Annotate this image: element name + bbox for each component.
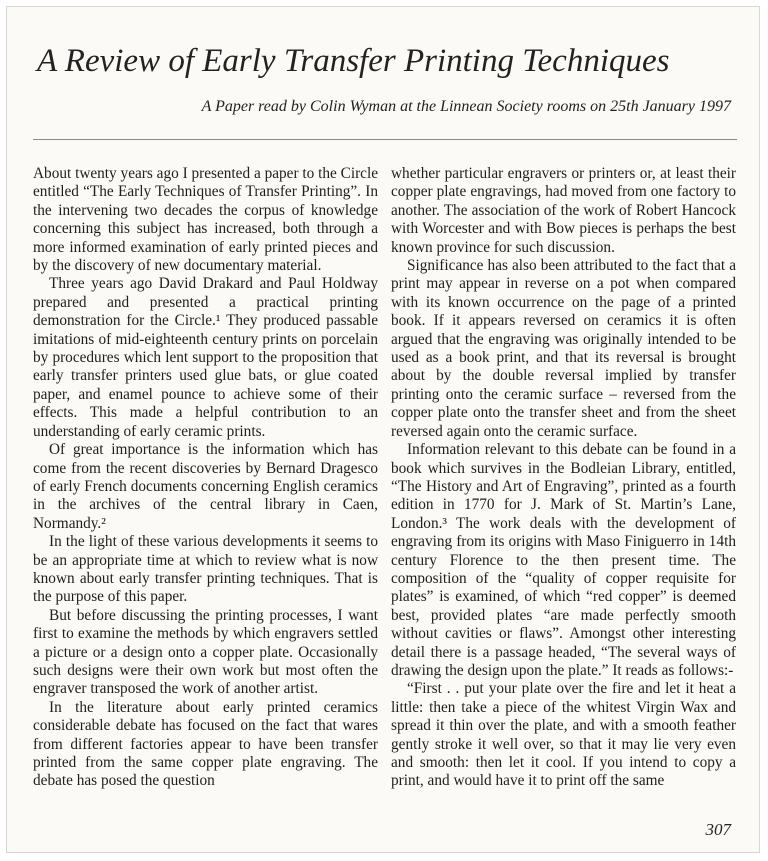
- title-divider: [33, 139, 737, 140]
- right-column: [391, 165, 736, 791]
- document-page: [6, 6, 760, 853]
- page-number: 307: [705, 820, 731, 839]
- paragraph: Three years ago David Drakard and Paul Holdway prepared and presented a practical printing demonstration for the Circle.¹ They produced passable imitations of mid-eighteenth century prints on porcelain by procedures which lent support to the proposition that early transfer printers used glue bats, or glue coated paper, and enamel pounce to achieve some of their effects. This made a helpful contribution to an understanding of early ceramic prints.: [33, 275, 378, 440]
- left-column: [33, 165, 378, 791]
- paragraph: Significance has also been attributed to the fact that a print may appear in reverse on a pot when compared with its known occurrence on the page of a printed book. If it appears reversed on ceramics it is often argued that the engraving was originally intended to be used as a book print, and that its reversal is brought about by the double reversal implied by transfer printing onto the ceramic surface – reversed from the copper plate onto the transfer sheet and from the sheet reversed again onto the ceramic surface.: [391, 257, 736, 440]
- paragraph: whether particular engravers or printers or, at least their copper plate engravings, had moved from one factory to another. The association of the work of Robert Hancock with Worcester and with Bow pieces is perhaps the best known province for such discussion.: [391, 165, 736, 256]
- paragraph: Information relevant to this debate can be found in a book which survives in the Bodleian Library, entitled, “The History and Art of Engraving”, printed as a fourth edition in 1770 for J. Mark of St. Martin’s Lane, London.³ The work deals with the development of engraving from its origins with Maso Finiguerro in 14th century Florence to the then present time. The composition of the “quality of copper requisite for plates” is examined, of which “red copper” is deemed best, provided plates “are made perfectly smooth without cavities or flaws”. Amongst other interesting detail there is a passage headed, “The several ways of drawing the design upon the plate.” It reads as follows:-: [391, 441, 736, 679]
- paragraph: But before discussing the printing processes, I want first to examine the methods by which engravers settled a picture or a design onto a copper plate. Occasionally such designs were their own work but most often the engraver transposed the work of another artist.: [33, 606, 378, 698]
- paragraph: In the light of these various developments it seems to be an appropriate time at which to review what is now known about early transfer printing techniques. That is the purpose of this paper.: [33, 533, 378, 606]
- paper-title: A Review of Early Transfer Printing Techniques: [37, 43, 670, 79]
- paragraph: Of great importance is the information which has come from the recent discoveries by Bernard Dragesco of early French documents concerning English ceramics in the archives of the central library in Caen, Normandy.²: [33, 441, 378, 532]
- paragraph: About twenty years ago I presented a paper to the Circle entitled “The Early Techniques of Transfer Printing”. In the intervening two decades the corpus of knowledge concerning this subject has increased, both through a more informed examination of early printed pieces and by the discovery of new documentary material.: [33, 165, 378, 275]
- paragraph: “First . . put your plate over the fire and let it heat a little: then take a piece of the whitest Virgin Wax and spread it thin over the plate, and with a smooth feather gently stroke it well over, so that it may lie very even and smooth: then let it cool. If you intend to copy a print, and would have it to print off the same: [391, 680, 736, 790]
- paragraph: In the literature about early printed ceramics considerable debate has focused on the fact that wares from different factories appear to have been transfer printed from the same copper plate engraving. The debate has posed the question: [33, 698, 378, 790]
- paper-subtitle: A Paper read by Colin Wyman at the Linnean Society rooms on 25th January 1997: [201, 98, 731, 115]
